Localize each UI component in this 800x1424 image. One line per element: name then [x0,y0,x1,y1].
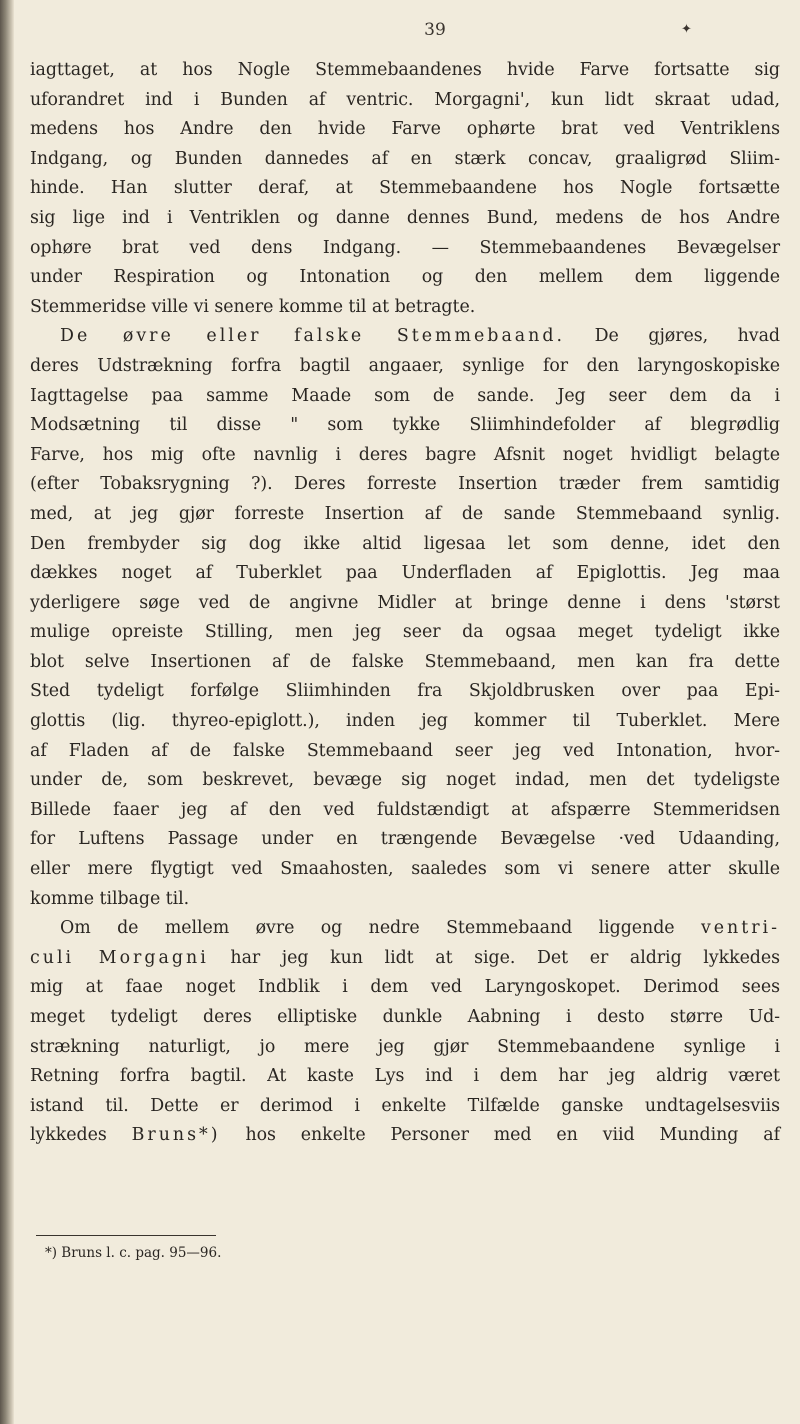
text-line [30,411,780,441]
line-text: sig lige ind i Ventriklen og danne dennes Bund, medens de hos Andre [30,207,780,228]
line-text: for Luftens Passage under en trængende Bevægelse ·ved Udaanding, [30,829,780,850]
line-text: Modsætning til disse " som tykke Sliimhindefolder af blegrødlig [30,415,780,436]
line-text: deres Udstrækning forfra bagtil angaaer, synlige for den laryngoskopiske [30,355,780,376]
text-line [30,263,780,293]
line-text: mulige opreiste Stilling, men jeg seer da ogsaa meget tydeligt ikke [30,622,780,643]
spaced-text: culi Morgagni [30,947,209,968]
line-text: eller mere flygtigt ved Smaahosten, saaledes som vi senere atter skulle [30,859,780,880]
text-line [30,855,780,885]
text-line [30,559,780,589]
line-text: Retning forfra bagtil. At kaste Lys ind i dem har jeg aldrig været [30,1066,780,1087]
corner-mark: ✦ [681,22,692,37]
text-line [30,382,780,412]
text-line [30,204,780,234]
line-text: Den frembyder sig dog ikke altid ligesaa let som denne, idet den [30,533,780,554]
text-line [30,86,780,116]
line-text: under de, som beskrevet, bevæge sig noget indad, men det tydeligste [30,770,780,791]
text-line [30,973,780,1003]
text-line [30,470,780,500]
line-text: af Fladen af de falske Stemmebaand seer jeg ved Intonation, hvor- [30,740,780,761]
text-line [30,677,780,707]
text-line [30,618,780,648]
line-text: Sted tydeligt forfølge Sliimhinden fra Skjoldbrusken over paa Epi- [30,681,780,702]
line-text: Indgang, og Bunden dannedes af en stærk concav, graaligrød Sliim- [30,148,780,169]
text-line [30,825,780,855]
line-text: lykkedes [30,1125,132,1146]
line-text: blot selve Insertionen af de falske Stemmebaand, men kan fra dette [30,651,780,672]
text-line [30,914,780,944]
text-line [30,530,780,560]
line-text: glottis (lig. thyreo-epiglott.), inden jeg kommer til Tuberklet. Mere [30,711,780,732]
line-text: yderligere søge ved de angivne Midler at bringe denne i dens 'størst [30,592,780,613]
text-line [30,766,780,796]
line-text: Iagttagelse paa samme Maade som de sande. Jeg seer dem da i [30,385,780,406]
line-text: De gjøres, hvad [565,326,780,347]
line-text: medens hos Andre den hvide Farve ophørte brat ved Ventriklens [30,119,780,140]
text-line [30,885,780,915]
text-line [30,796,780,826]
line-text: har jeg kun lidt at sige. Det er aldrig lykkedes [208,947,781,968]
text-line [30,322,780,352]
text-line [30,707,780,737]
text-line [30,56,780,86]
text-line [30,1033,780,1063]
text-line [30,115,780,145]
line-text: iagttaget, at hos Nogle Stemmebaandenes hvide Farve fortsatte sig [30,60,780,80]
line-text: ophøre brat ved dens Indgang. — Stemmebaandenes Bevægelser [30,237,780,258]
spaced-text: ventri- [700,918,780,939]
line-text: med, at jeg gjør forreste Insertion af de sande Stemmebaand synlig. [30,503,780,524]
text-line [30,352,780,382]
text-line [30,500,780,530]
line-text: Om de mellem øvre og nedre Stemmebaand liggende [60,918,701,939]
line-text: meget tydeligt deres elliptiske dunkle Aabning i desto større Ud- [30,1007,780,1027]
line-text: mig at faae noget Indblik i dem ved Laryngoskopet. Derimod sees [30,977,780,998]
line-text: Farve, hos mig ofte navnlig i deres bagre Afsnit noget hvidligt belagte [30,444,780,465]
text-line [30,1092,780,1122]
footnote: *) Bruns l. c. pag. 95—96. [45,1245,222,1261]
text-line [30,737,780,767]
line-text: under Respiration og Intonation og den mellem dem liggende [30,267,780,288]
line-text: dækkes noget af Tuberklet paa Underfladen af Epiglottis. Jeg maa [30,563,780,584]
line-text: komme tilbage til. [30,888,190,909]
line-text: Stemmeridse ville vi senere komme til at betragte. [30,296,476,317]
text-line [30,293,780,323]
footnote-rule [36,1235,216,1236]
line-text: hinde. Han slutter deraf, at Stemmebaandene hos Nogle fortsætte [30,178,780,199]
text-line [30,174,780,204]
line-text: istand til. Dette er derimod i enkelte Tilfælde ganske undtagelsesviis [30,1095,780,1116]
spaced-text: Bruns*) [131,1125,221,1146]
text-line [30,145,780,175]
line-text: hos enkelte Personer med en viid Munding af [220,1125,780,1146]
text-line [30,648,780,678]
text-line [30,1062,780,1092]
line-text: Billede faaer jeg af den ved fuldstændigt at afspærre Stemmeridsen [30,799,780,820]
text-line [30,234,780,264]
text-line [30,944,780,974]
line-text: (efter Tobaksrygning ?). Deres forreste Insertion træder frem samtidig [30,474,780,495]
spaced-text: De øvre eller falske Stemmebaand. [60,326,566,347]
line-text: strækning naturligt, jo mere jeg gjør Stemmebaandene synlige i [30,1036,780,1057]
text-line [30,1003,780,1033]
text-line [30,589,780,619]
page-number: 39 [424,20,446,40]
body-text [30,56,780,1151]
binding-edge [0,0,14,1424]
text-line [30,1121,780,1151]
text-line [30,441,780,471]
line-text: uforandret ind i Bunden af ventric. Morgagni', kun lidt skraat udad, [30,89,780,110]
book-page [30,0,790,1424]
